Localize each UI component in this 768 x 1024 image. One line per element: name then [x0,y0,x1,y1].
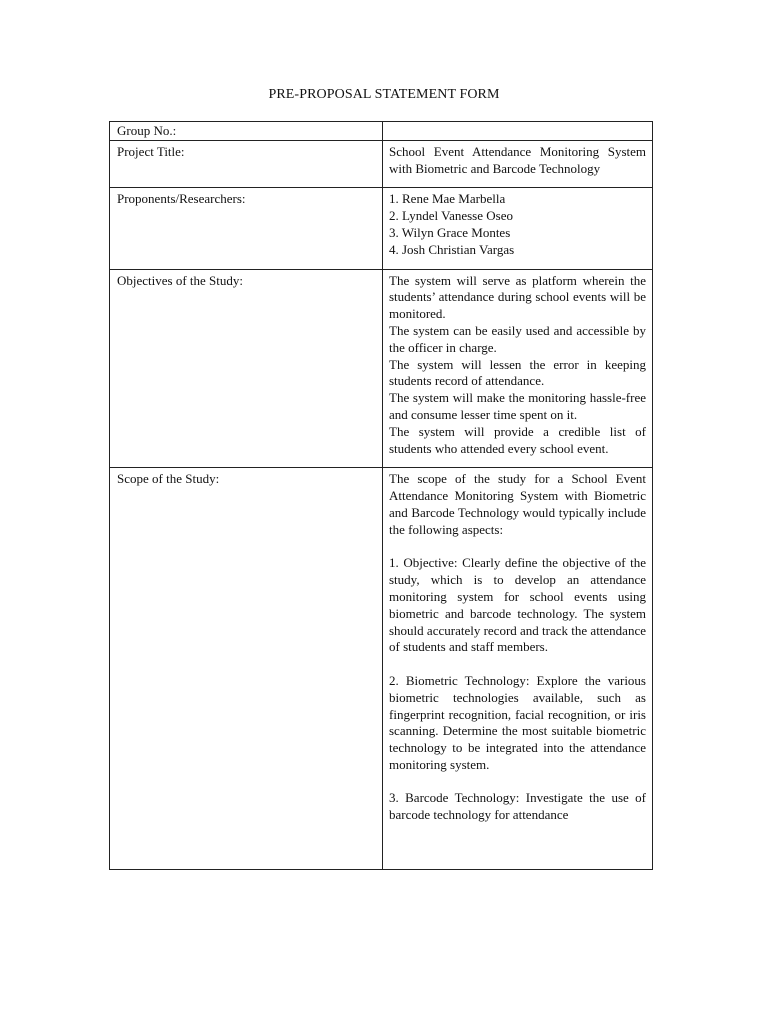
proponents-value [383,188,653,269]
objective-item: The system can be easily used and accessible by the officer in charge. [389,322,646,355]
proponent-item: 3. Wilyn Grace Montes [389,224,511,240]
project-title-label: Project Title: [110,140,383,188]
group-no-label: Group No.: [110,122,383,141]
row-scope [110,468,653,870]
objective-item: The system will serve as platform wherein the students’ attendance during school events will be monitored. [389,272,646,322]
project-title-value [383,140,653,188]
scope-text-block [389,471,646,869]
proponents-label: Proponents/Researchers: [110,188,383,269]
row-group-no [110,122,653,141]
row-proponents [110,188,653,269]
objectives-value [383,269,653,468]
scope-paragraph: 3. Barcode Technology: Investigate the use of barcode technology for attendance [389,790,646,823]
objective-item: The system will make the monitoring hassle-free and consume lesser time spent on it. [389,390,646,422]
scope-paragraph: 2. Biometric Technology: Explore the various biometric technologies available, such as fingerprint recognition, facial recognition, or iris scanning. Determine the most suitable biometric technology to be integrated into the attendance monitoring system. [389,672,646,772]
pre-proposal-form-table [109,121,653,870]
scope-paragraph: The scope of the study for a School Event Attendance Monitoring System with Biometric and Barcode Technology would typically include the following aspects: [389,471,646,537]
proponent-item: 2. Lyndel Vanesse Oseo [389,208,513,224]
group-no-value [383,122,653,141]
scope-paragraph: 1. Objective: Clearly define the objective of the study, which is to develop an attendance monitoring system for school events using biometric and barcode technology. The system should accurately record and track the attendance of students and staff members. [389,555,646,655]
scope-label: Scope of the Study: [110,468,383,870]
row-objectives [110,269,653,468]
form-title: PRE-PROPOSAL STATEMENT FORM [268,87,500,102]
proponent-item: 4. Josh Christian Vargas [389,241,515,257]
project-title-text: School Event Attendance Monitoring System with Biometric and Barcode Technology [389,143,646,176]
objective-item: The system will lessen the error in keeping students record of attendance. [389,356,646,389]
proponent-item: 1. Rene Mae Marbella [389,191,506,207]
row-project-title [110,140,653,188]
objective-item: The system will provide a credible list of students who attended every school event. [389,423,646,456]
scope-value [383,468,653,870]
objectives-label: Objectives of the Study: [110,269,383,468]
